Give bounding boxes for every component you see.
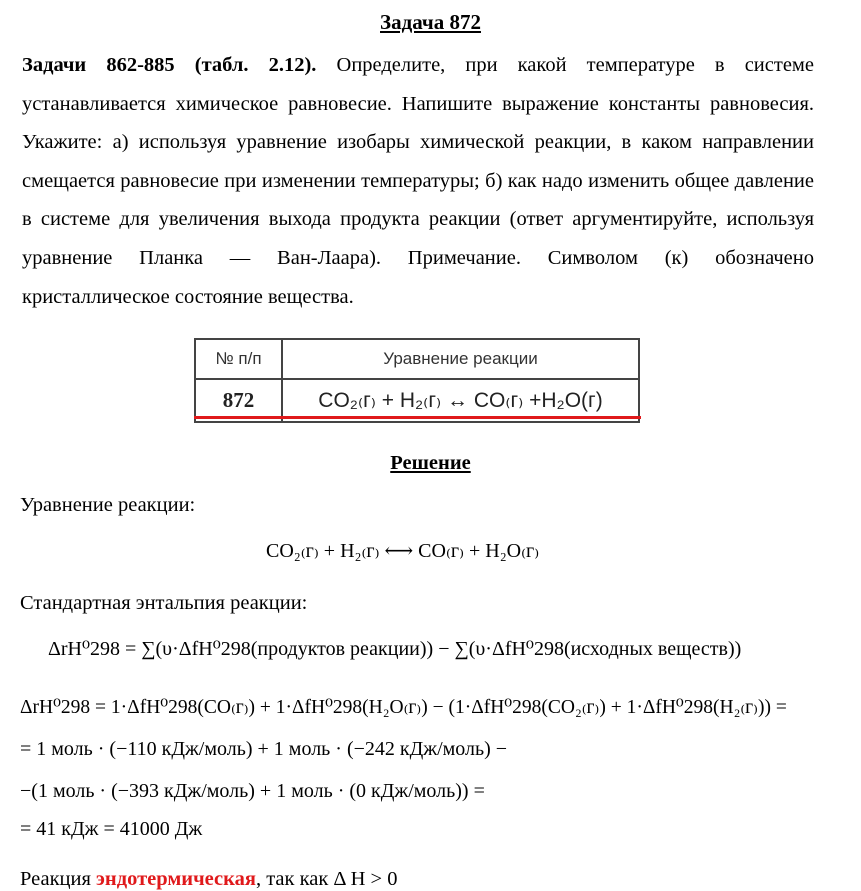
conclusion-start: Реакция — [20, 868, 97, 890]
enthalpy-result: = 41 кДж = 41000 Дж — [20, 818, 203, 840]
conclusion-line — [20, 868, 397, 891]
table-header-equation: Уравнение реакции — [282, 339, 639, 379]
task-statement — [22, 46, 814, 316]
reaction-table — [194, 338, 640, 423]
enthalpy-calc-line-2: = 1 моль · (−110 кДж/моль) + 1 моль · (−242 кДж/моль) − — [20, 738, 508, 760]
table-underline — [194, 416, 641, 419]
task-text: Определите, при какой температуре в системе устанавливается химическое равновесие. Напишите выражение константы равновесия. Укажите: а) используя уравнение изобары химической реакции, в каком направлении смещается равновесие при изменении температуры; б) как надо изменить общее давление в системе для увеличения выхода продукта реакции (ответ аргументируйте, используя уравнение Планка — Ван-Лаара). Примечание. Символом (к) обозначено кристаллическое состояние вещества. — [22, 54, 814, 308]
conclusion-mid: , так как Δ H — [255, 868, 366, 890]
table-header-number: № п/п — [195, 339, 282, 379]
conclusion-tail: > 0 — [365, 868, 398, 890]
reaction-equation: CO₂₍г₎ + H₂₍г₎ ⟷ CO₍г₎ + H₂O₍г₎ — [266, 540, 540, 562]
task-prefix: Задачи 862-885 (табл. 2.12). — [22, 54, 317, 76]
enthalpy-label: Стандартная энтальпия реакции: — [20, 592, 308, 614]
enthalpy-calc-line-3: −(1 моль · (−393 кДж/моль) + 1 моль · (0 кДж/моль)) = — [20, 780, 485, 802]
enthalpy-calc-line-1: ΔrH⁰298 = 1·ΔfH⁰298(CO₍г₎) + 1·ΔfH⁰298(H₂O₍г₎) − (1·ΔfH⁰298(CO₂₍г₎) + 1·ΔfH⁰298(H₂₍г₎)) = — [20, 697, 787, 718]
reaction-label: Уравнение реакции: — [20, 494, 196, 516]
problem-title: Задача 872 — [380, 10, 481, 34]
solution-title: Решение — [390, 452, 471, 474]
table-row-equation: CO₂₍г₎ + H₂₍г₎ ↔ CO₍г₎ +H₂O(г) — [282, 379, 639, 422]
conclusion-highlight: эндотермическая — [96, 868, 256, 890]
table-row-number: 872 — [195, 379, 282, 422]
general-enthalpy-formula: ΔrH⁰298 = ∑(υ·ΔfH⁰298(продуктов реакции)) − ∑(υ·ΔfH⁰298(исходных веществ)) — [48, 638, 742, 660]
